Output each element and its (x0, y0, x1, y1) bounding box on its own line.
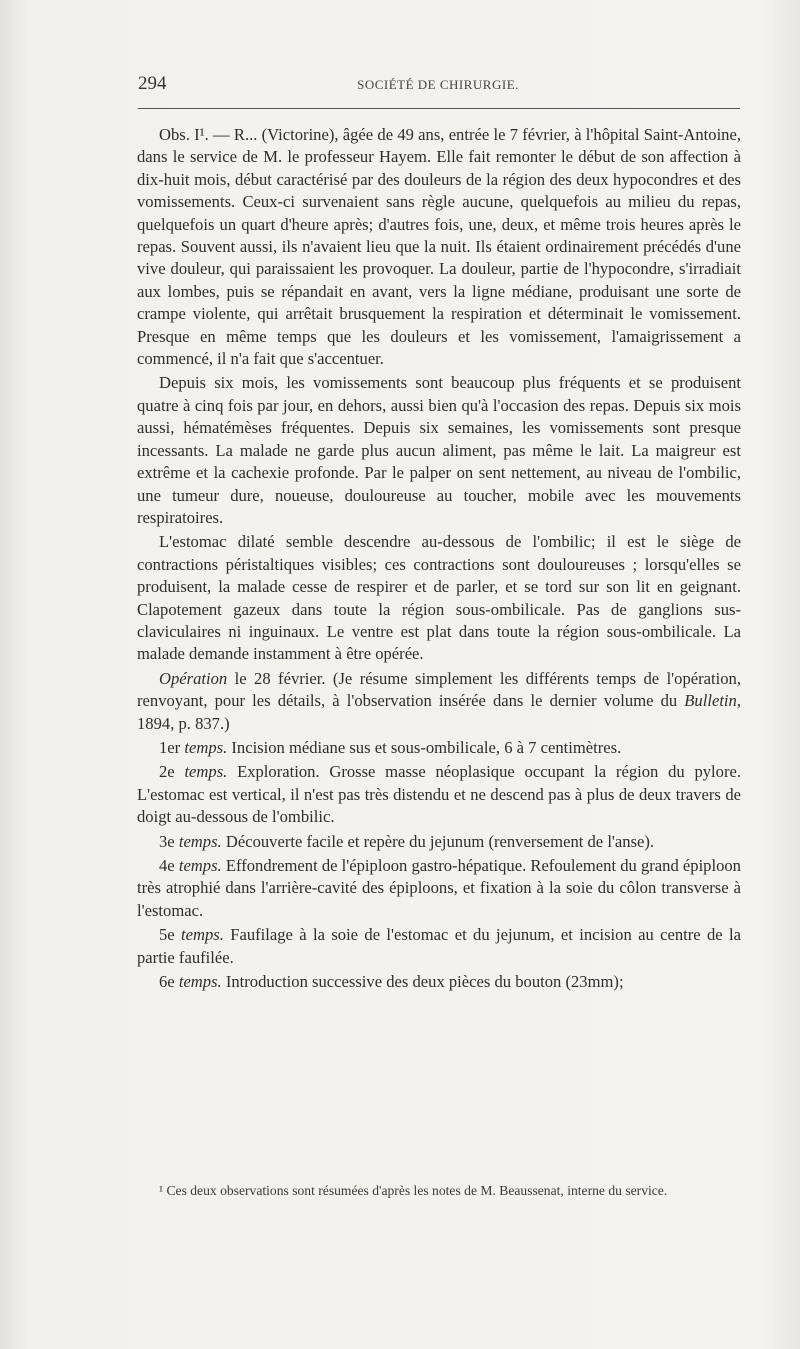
step-number: 2e (159, 762, 175, 782)
step-number: 6e (159, 972, 175, 992)
step-label: temps. (178, 856, 222, 875)
step-number: 3e (159, 831, 175, 851)
step-paragraph (137, 924, 741, 969)
step-label: temps. (184, 737, 228, 757)
step-text: Effondrement de l'épiploon gastro-hépatique. Refoulement du grand épiploon très atrophié dans l'arrière-cavité des épiploons, et fixation à la soie du côlon transverse à l'estomac. (137, 856, 741, 920)
step-text: Incision médiane sus et sous-ombilicale, 6 à 7 centimètres. (227, 737, 622, 757)
step-label: temps. (181, 925, 224, 945)
step-paragraph (137, 855, 741, 922)
operation-text-1: le 28 février. (Je résume simplement les différents temps de l'opération, renvoyant, pour les détails, à l'observation insérée dans le dernier volume du (137, 668, 741, 711)
step-paragraph (137, 971, 741, 993)
step-number: 4e (159, 856, 175, 875)
body-text (137, 124, 741, 993)
step-text: Exploration. Grosse masse néoplasique occupant la région du pylore. L'estomac est vertical, il n'est pas très distendu et ne descend pas à plus de deux travers de doigt au-dessous de l'ombilic. (137, 762, 741, 827)
paragraph-stomach: L'estomac dilaté semble descendre au-dessous de l'ombilic; il est le siège de contractions péristaltiques visibles; ces contractions sont douloureuses ; lorsqu'elles se produisent, la malade cesse de respirer et de parler, et se tord sur son lit en geignant. Clapotement gazeux dans toute la région sous-ombilicale. Pas de ganglions sus-claviculaires ni inguinaux. Le ventre est plat dans toute la région sous-ombilicale. La malade demande instamment à être opérée. (137, 532, 741, 664)
step-text: Introduction successive des deux pièces du bouton (23mm); (221, 972, 624, 992)
step-number: 1er (159, 737, 181, 757)
operation-journal: Bulletin (684, 691, 737, 711)
header-rule (138, 108, 740, 109)
step-label: temps. (184, 762, 228, 782)
footnote: ¹ Ces deux observations sont résumées d'après les notes de M. Beaussenat, interne du service. (159, 1183, 668, 1198)
page-header (138, 68, 738, 96)
step-paragraph (137, 761, 741, 828)
running-head: SOCIÉTÉ DE CHIRURGIE. (357, 77, 519, 92)
paragraph-operation (137, 668, 741, 735)
paragraph-progression: Depuis six mois, les vomissements sont beaucoup plus fréquents et se produisent quatre à cinq fois par jour, en dehors, aussi bien qu'à l'occasion des repas. Depuis six mois aussi, hématémèses fréquentes. Depuis six semaines, les vomissements sont presque incessants. La malade ne garde plus aucun aliment, pas même le lait. La maigreur est extrême et la cachexie profonde. Par le palper on sent nettement, au niveau de l'ombilic, une tumeur dure, noueuse, douloureuse au toucher, mobile avec les mouvements respiratoires. (137, 373, 741, 527)
step-text: Découverte facile et repère du jejunum (renversement de l'anse). (221, 831, 655, 851)
step-paragraph (137, 737, 741, 759)
operation-label: Opération (159, 668, 228, 688)
page-number: 294 (138, 73, 167, 94)
step-number: 5e (159, 925, 175, 945)
paragraph-observation: Obs. I¹. — R... (Victorine), âgée de 49 ans, entrée le 7 février, à l'hôpital Saint-Antoine, dans le service de M. le professeur Hayem. Elle fait remonter le début de son affection à dix-huit mois, début caractérisé par des douleurs de la région des deux hypocondres et des vomissements. Ceux-ci survenaient sans règle aucune, quelquefois au milieu du repas, quelquefois un quart d'heure après; d'autres fois, une, deux, et même trois heures après le repas. Souvent aussi, ils n'avaient lieu que la nuit. Ils étaient ordinairement précédés d'une vive douleur, qui paraissaient les provoquer. La douleur, partie de l'hypocondre, s'irradiait aux lombes, puis se répandait en avant, vers la ligne médiane, produisant une sorte de crampe violente, qui arrêtait brusquement la respiration et déterminait le vomissement. Presque en même temps que les douleurs et les vomissement, l'amaigrissement a commencé, il n'a fait que s'accentuer. (137, 125, 741, 369)
operation-text-2: , 1894, p. 837.) (137, 691, 741, 733)
step-paragraph (137, 831, 741, 853)
step-label: temps. (178, 831, 222, 851)
step-text: Faufilage à la soie de l'estomac et du jejunum, et incision au centre de la partie faufilée. (137, 925, 741, 967)
step-label: temps. (178, 972, 222, 992)
